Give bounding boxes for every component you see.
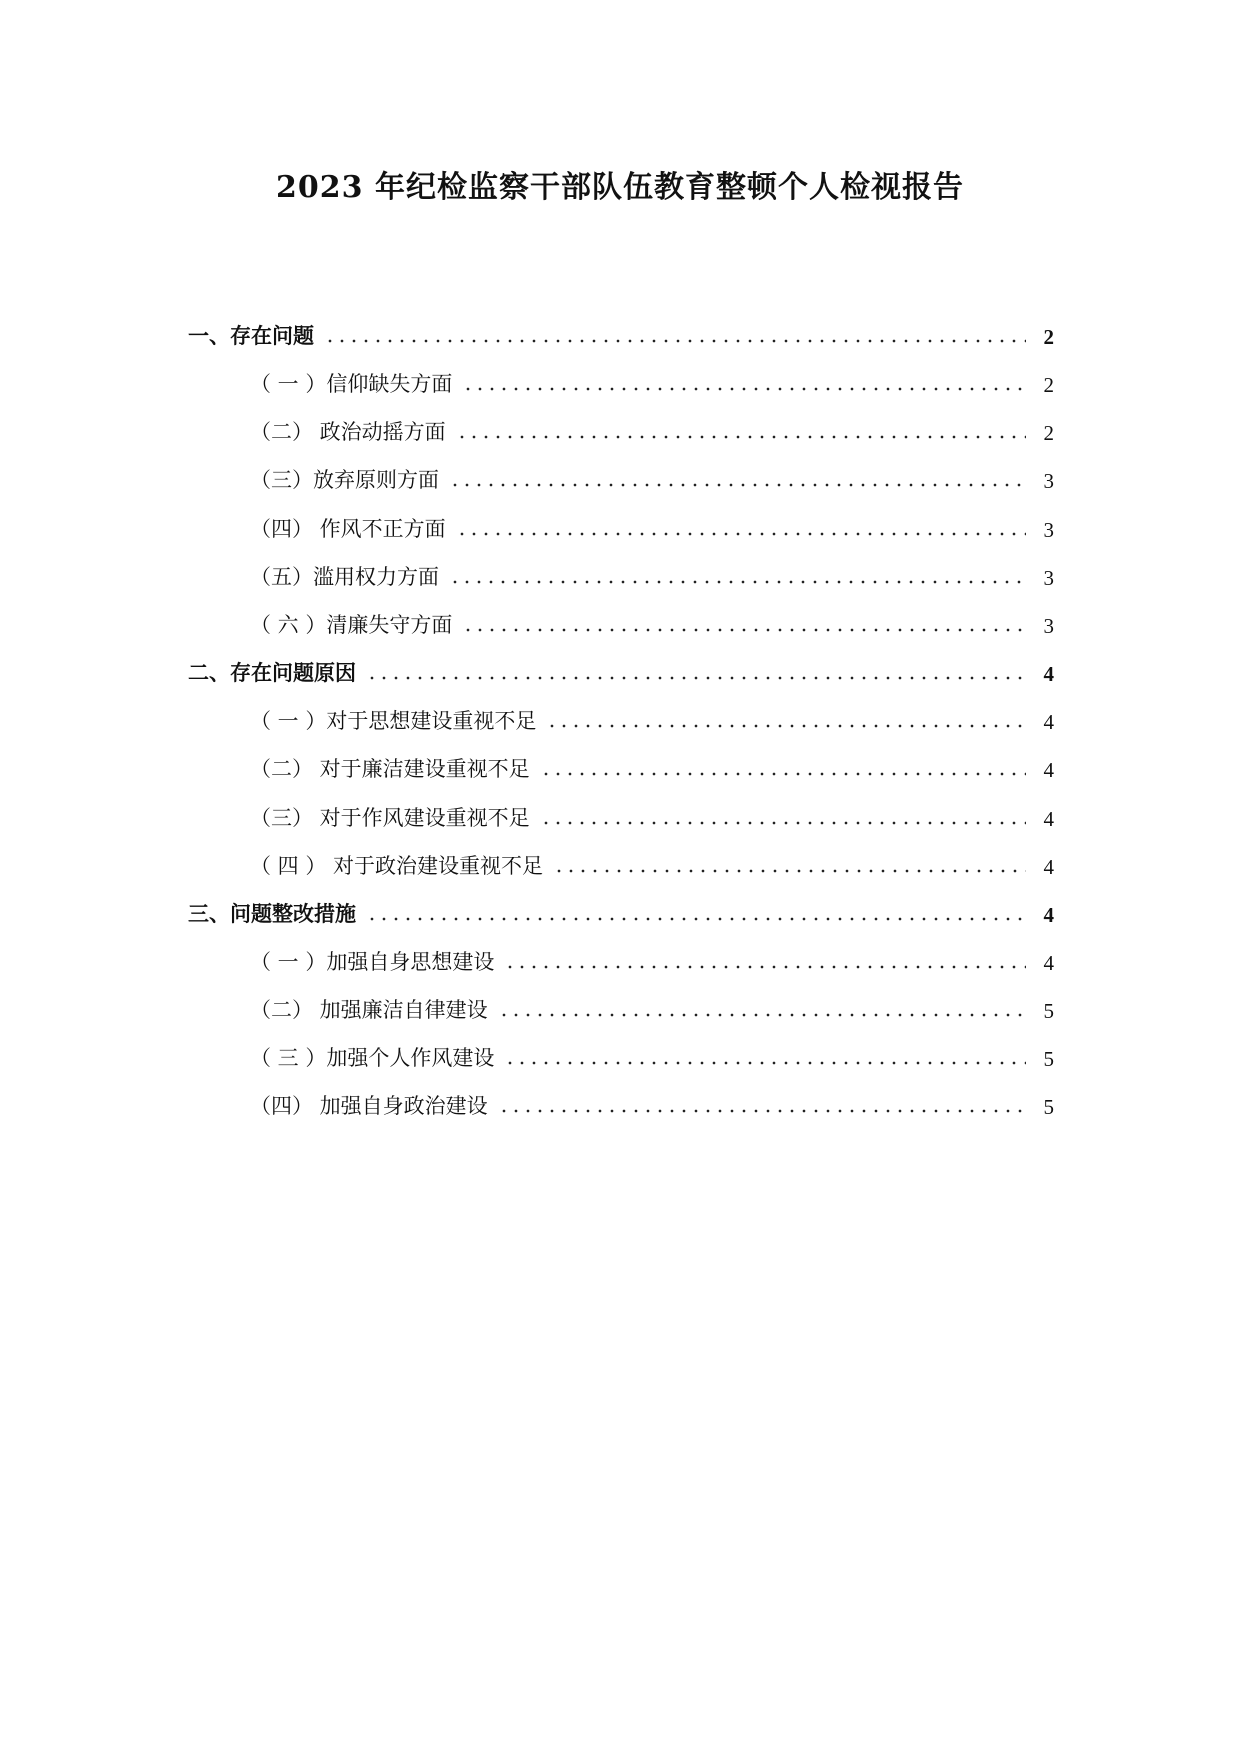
toc-entry-title: （ 四 ） 对于政治建设重视不足 xyxy=(250,854,544,878)
toc-page-number: 5 xyxy=(1043,999,1054,1023)
toc-leader-dots xyxy=(462,384,1026,394)
toc-leader-dots xyxy=(324,336,1026,346)
toc-entry-title: （二） 对于廉洁建设重视不足 xyxy=(250,757,530,781)
toc-entry[interactable] xyxy=(0,1036,1240,1076)
toc-entry[interactable] xyxy=(0,651,1240,691)
toc-leader-dots xyxy=(540,818,1026,828)
toc-entry-title: （三）放弃原则方面 xyxy=(250,468,439,492)
toc-page-number: 4 xyxy=(1043,807,1054,831)
toc-page-number: 5 xyxy=(1043,1047,1054,1071)
toc-page-number: 3 xyxy=(1043,566,1054,590)
toc-entry[interactable] xyxy=(0,940,1240,980)
toc-page-number: 2 xyxy=(1043,421,1054,445)
toc-entry-title: （二） 加强廉洁自律建设 xyxy=(250,998,488,1022)
toc-entry[interactable] xyxy=(0,314,1240,354)
toc-leader-dots xyxy=(462,625,1026,635)
toc-entry[interactable] xyxy=(0,796,1240,836)
toc-entry-title: 三、问题整改措施 xyxy=(188,901,356,926)
toc-entry[interactable] xyxy=(0,988,1240,1028)
toc-leader-dots xyxy=(504,962,1026,972)
toc-page-number: 4 xyxy=(1043,903,1054,927)
toc-page-number: 4 xyxy=(1043,710,1054,734)
toc-entry[interactable] xyxy=(0,410,1240,450)
toc-entry[interactable] xyxy=(0,362,1240,402)
toc-leader-dots xyxy=(456,529,1026,539)
toc-entry[interactable] xyxy=(0,507,1240,547)
toc-entry[interactable] xyxy=(0,1084,1240,1124)
toc-page-number: 3 xyxy=(1043,518,1054,542)
toc-page-number: 2 xyxy=(1043,325,1054,349)
toc-entry-title: 一、存在问题 xyxy=(188,323,314,348)
toc-entry[interactable] xyxy=(0,747,1240,787)
toc-page-number: 4 xyxy=(1043,951,1054,975)
toc-entry-title: （ 一 ）对于思想建设重视不足 xyxy=(250,709,537,733)
toc-leader-dots xyxy=(456,432,1026,442)
toc-entry[interactable] xyxy=(0,555,1240,595)
toc-entry-title: （ 三 ）加强个人作风建设 xyxy=(250,1046,495,1070)
toc-leader-dots xyxy=(449,480,1026,490)
toc-leader-dots xyxy=(546,721,1026,731)
toc-page-number: 4 xyxy=(1043,855,1054,879)
toc-leader-dots xyxy=(504,1058,1026,1068)
toc-entry-title: （五）滥用权力方面 xyxy=(250,565,439,589)
toc-entry[interactable] xyxy=(0,699,1240,739)
toc-page-number: 4 xyxy=(1043,662,1054,686)
toc-page-number: 3 xyxy=(1043,614,1054,638)
toc-page-number: 3 xyxy=(1043,469,1054,493)
toc-entry[interactable] xyxy=(0,458,1240,498)
toc-leader-dots xyxy=(449,577,1026,587)
toc-leader-dots xyxy=(366,914,1026,924)
toc-entry[interactable] xyxy=(0,844,1240,884)
toc-leader-dots xyxy=(498,1106,1026,1116)
toc-page-number: 2 xyxy=(1043,373,1054,397)
toc-entry-title: （ 一 ）加强自身思想建设 xyxy=(250,950,495,974)
toc-entry-title: （ 一 ）信仰缺失方面 xyxy=(250,372,453,396)
toc-entry-title: 二、存在问题原因 xyxy=(188,660,356,685)
toc-leader-dots xyxy=(553,866,1026,876)
toc-entry-title: （二） 政治动摇方面 xyxy=(250,420,446,444)
document-title: 2023 年纪检监察干部队伍教育整顿个人检视报告 xyxy=(276,170,964,205)
toc-entry[interactable] xyxy=(0,603,1240,643)
toc-page-number: 4 xyxy=(1043,758,1054,782)
toc-entry-title: （四） 加强自身政治建设 xyxy=(250,1094,488,1118)
toc-entry[interactable] xyxy=(0,892,1240,932)
toc-leader-dots xyxy=(366,673,1026,683)
toc-leader-dots xyxy=(540,769,1026,779)
toc-entry-title: （三） 对于作风建设重视不足 xyxy=(250,806,530,830)
toc-entry-title: （四） 作风不正方面 xyxy=(250,517,446,541)
toc-leader-dots xyxy=(498,1010,1026,1020)
toc-entry-title: （ 六 ）清廉失守方面 xyxy=(250,613,453,637)
toc-page-number: 5 xyxy=(1043,1095,1054,1119)
